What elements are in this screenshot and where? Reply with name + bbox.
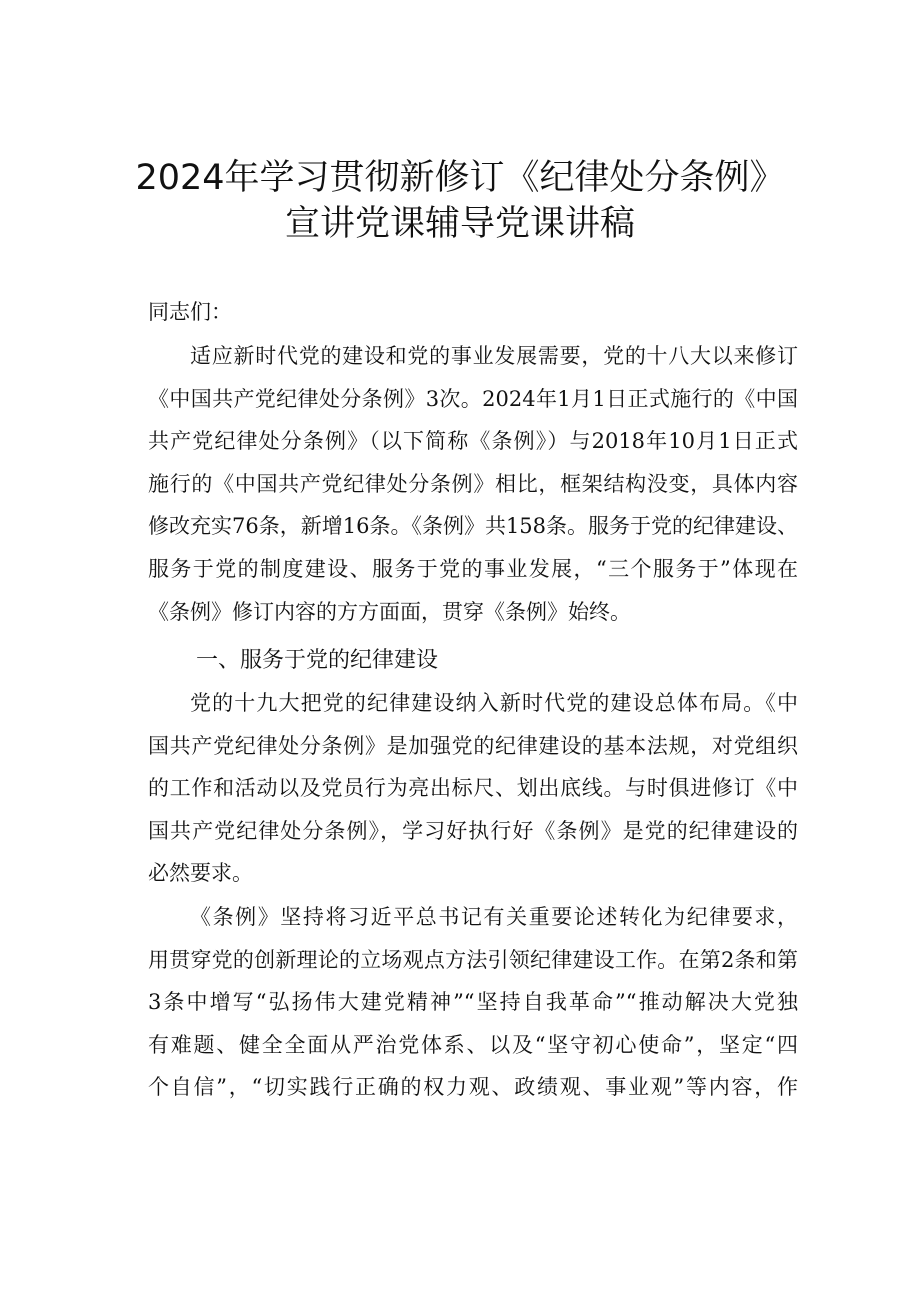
- paragraph-2-line: 国共产党纪律处分条例》，学习好执行好《条例》是党的纪律建设的: [148, 818, 798, 843]
- paragraph-2-line: 的工作和活动以及党员行为亮出标尺、划出底线。与时俱进修订《中: [148, 776, 798, 801]
- section-1-heading: 一、服务于党的纪律建设: [196, 648, 439, 673]
- paragraph-3-line: 《条例》坚持将习近平总书记有关重要论述转化为纪律要求，: [190, 905, 798, 929]
- paragraph-1-line: 施行的《中国共产党纪律处分条例》相比，框架结构没变，具体内容: [148, 471, 798, 496]
- paragraph-2-line: 必然要求。: [148, 861, 253, 886]
- paragraph-2-line: 国共产党纪律处分条例》是加强党的纪律建设的基本法规，对党组织: [148, 733, 798, 758]
- paragraph-3-line: 个自信”，“切实践行正确的权力观、政绩观、事业观”等内容，作: [148, 1075, 798, 1100]
- document-title-line-2: 宣讲党课辅导党课讲稿: [284, 204, 635, 244]
- paragraph-2: [148, 682, 798, 895]
- paragraph-1-line: 共产党纪律处分条例》（以下简称《条例》）与2018年10月1日正式: [148, 429, 798, 454]
- paragraph-1: [148, 335, 798, 633]
- paragraph-3-line: 3条中增写“弘扬伟大建党精神”“坚持自我革命”“推动解决大党独: [148, 990, 798, 1015]
- paragraph-1-line: 《中国共产党纪律处分条例》3次。2024年1月1日正式施行的《中国: [148, 386, 798, 411]
- paragraph-2-line: 党的十九大把党的纪律建设纳入新时代党的建设总体布局。《中: [190, 691, 798, 715]
- salutation: 同志们：: [148, 300, 232, 324]
- paragraph-3-line: 用贯穿党的创新理论的立场观点方法引领纪律建设工作。在第2条和第: [148, 947, 798, 972]
- paragraph-1-line: 适应新时代党的建设和党的事业发展需要，党的十八大以来修订: [190, 344, 798, 368]
- document-title-line-1: 2024年学习贯彻新修订《纪律处分条例》: [135, 158, 785, 198]
- paragraph-1-line: 《条例》修订内容的方方面面，贯穿《条例》始终。: [148, 599, 631, 624]
- paragraph-1-line: 服务于党的制度建设、服务于党的事业发展，“三个服务于”体现在: [148, 556, 798, 581]
- paragraph-1-line: 修改充实76条，新增16条。《条例》共158条。服务于党的纪律建设、: [148, 514, 799, 539]
- paragraph-3-line: 有难题、健全全面从严治党体系、以及“坚守初心使命”，坚定“四: [148, 1032, 798, 1057]
- paragraph-3: [148, 896, 798, 1109]
